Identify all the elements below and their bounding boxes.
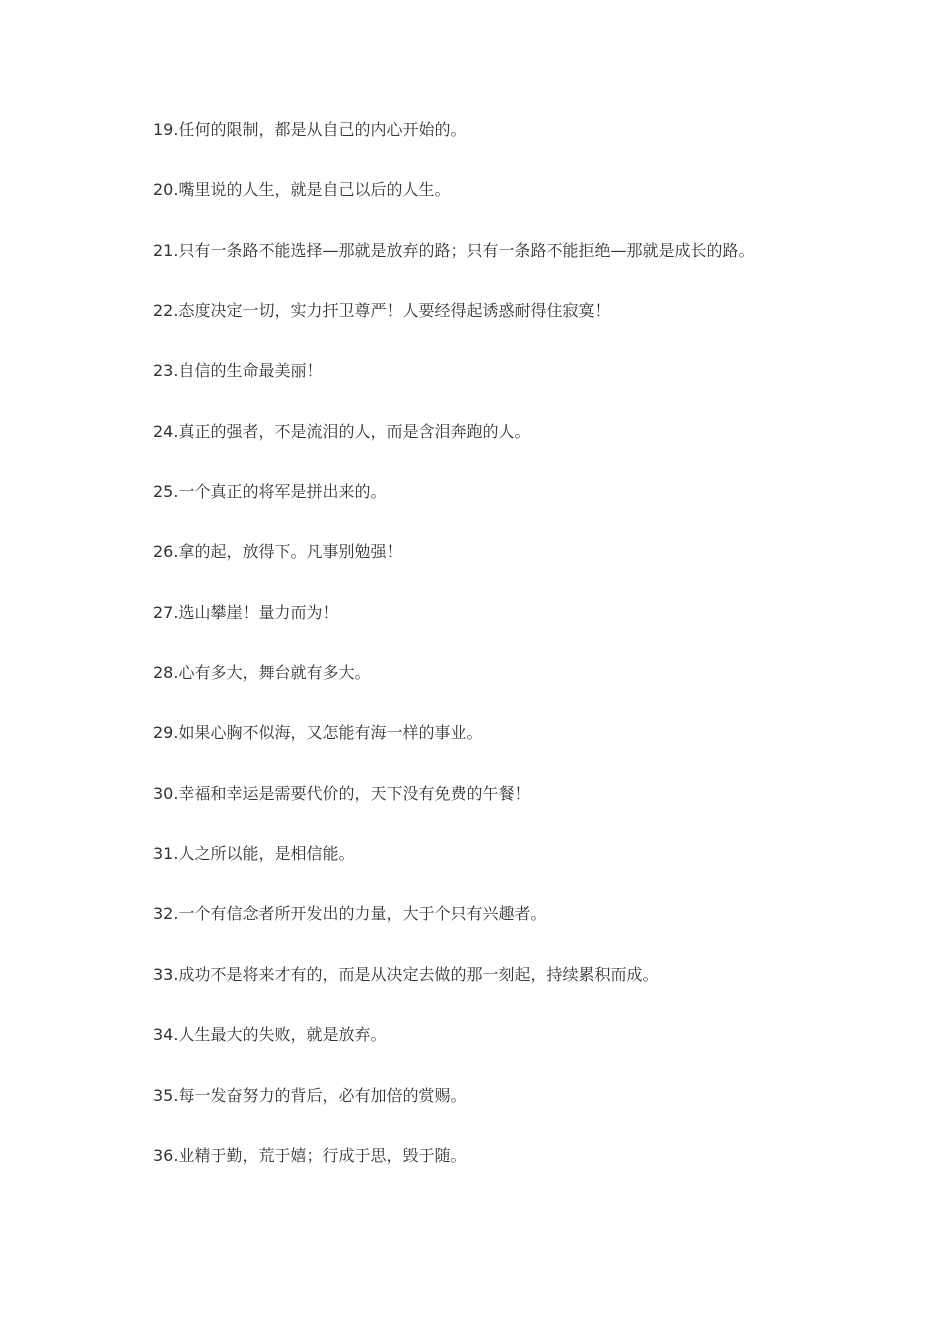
quote-list bbox=[153, 116, 913, 1202]
quote-22: 22.态度决定一切，实力扞卫尊严！人要经得起诱惑耐得住寂寞！ bbox=[153, 301, 611, 321]
quote-31: 31.人之所以能，是相信能。 bbox=[153, 844, 355, 864]
quote-28: 28.心有多大，舞台就有多大。 bbox=[153, 663, 371, 683]
quote-29: 29.如果心胸不似海，又怎能有海一样的事业。 bbox=[153, 723, 483, 743]
quote-32: 32.一个有信念者所开发出的力量，大于个只有兴趣者。 bbox=[153, 904, 547, 924]
quote-27: 27.选山攀崖！量力而为！ bbox=[153, 602, 339, 622]
quote-33: 33.成功不是将来才有的，而是从决定去做的那一刻起，持续累积而成。 bbox=[153, 964, 659, 984]
quote-20: 20.嘴里说的人生，就是自己以后的人生。 bbox=[153, 180, 451, 200]
quote-30: 30.幸福和幸运是需要代价的，天下没有免费的午餐！ bbox=[153, 783, 531, 803]
quote-19: 19.任何的限制，都是从自己的内心开始的。 bbox=[153, 120, 467, 139]
quote-35: 35.每一发奋努力的背后，必有加倍的赏赐。 bbox=[153, 1085, 467, 1105]
quote-24: 24.真正的强者，不是流泪的人，而是含泪奔跑的人。 bbox=[153, 421, 531, 441]
quote-25: 25.一个真正的将军是拼出来的。 bbox=[153, 482, 387, 502]
quote-26: 26.拿的起，放得下。凡事别勉强！ bbox=[153, 542, 403, 562]
quote-21: 21.只有一条路不能选择—那就是放弃的路；只有一条路不能拒绝—那就是成长的路。 bbox=[153, 240, 755, 260]
quote-34: 34.人生最大的失败，就是放弃。 bbox=[153, 1025, 387, 1045]
quote-23: 23.自信的生命最美丽！ bbox=[153, 361, 323, 381]
quote-36: 36.业精于勤，荒于嬉；行成于思，毁于随。 bbox=[153, 1145, 467, 1165]
